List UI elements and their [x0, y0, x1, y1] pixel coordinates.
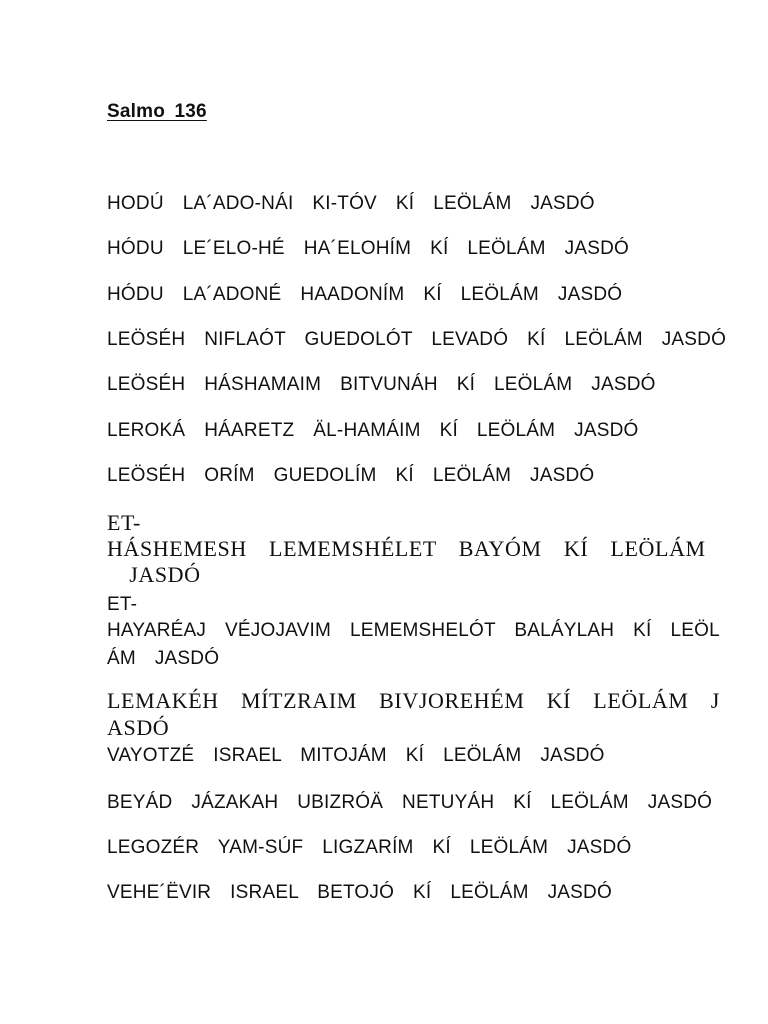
verse-line-9a: ET-	[107, 594, 138, 615]
verse-line-7: LEÖSÉH ORÍM GUEDOLÍM KÍ LEÖLÁM JASDÓ	[107, 465, 595, 486]
verse-line-11: VAYOTZÉ ISRAEL MITOJÁM KÍ LEÖLÁM JASDÓ	[107, 745, 605, 766]
verse-line-9b: HAYARÉAJ VÉJOJAVIM LEMEMSHELÓT BALÁYLAH KÍ LEÖL	[107, 620, 720, 641]
verse-line-9c: ÁM JASDÓ	[107, 648, 220, 669]
document-title: Salmo 136	[107, 101, 207, 122]
verse-line-5: LEÖSÉH HÁSHAMAIM BITVUNÁH KÍ LEÖLÁM JASDÓ	[107, 374, 656, 395]
verse-line-14: VEHE´ËVIR ISRAEL BETOJÓ KÍ LEÖLÁM JASDÓ	[107, 882, 612, 903]
verse-line-2: HÓDU LE´ELO-HÉ HA´ELOHÍM KÍ LEÖLÁM JASDÓ	[107, 238, 629, 259]
verse-line-8c: JASDÓ	[107, 562, 201, 587]
verse-line-10a: LEMAKÉH MÍTZRAIM BIVJOREHÉM KÍ LEÖLÁM J	[107, 688, 720, 713]
verse-line-4: LEÖSÉH NIFLAÓT GUEDOLÓT LEVADÓ KÍ LEÖLÁM JASDÓ	[107, 329, 727, 350]
verse-line-8a: ET-	[107, 510, 141, 535]
verse-line-12: BEYÁD JÁZAKAH UBIZRÓÄ NETUYÁH KÍ LEÖLÁM JASDÓ	[107, 792, 713, 813]
verse-line-8b: HÁSHEMESH LEMEMSHÉLET BAYÓM KÍ LEÖLÁM	[107, 536, 706, 561]
verse-line-13: LEGOZÉR YAM-SÚF LIGZARÍM KÍ LEÖLÁM JASDÓ	[107, 837, 632, 858]
verse-line-6: LEROKÁ HÁARETZ ÄL-HAMÁIM KÍ LEÖLÁM JASDÓ	[107, 420, 639, 441]
verse-line-1: HODÚ LA´ADO-NÁI KI-TÓV KÍ LEÖLÁM JASDÓ	[107, 193, 595, 214]
verse-line-3: HÓDU LA´ADONÉ HAADONÍM KÍ LEÖLÁM JASDÓ	[107, 284, 623, 305]
verse-line-10b: ASDÓ	[107, 715, 170, 740]
